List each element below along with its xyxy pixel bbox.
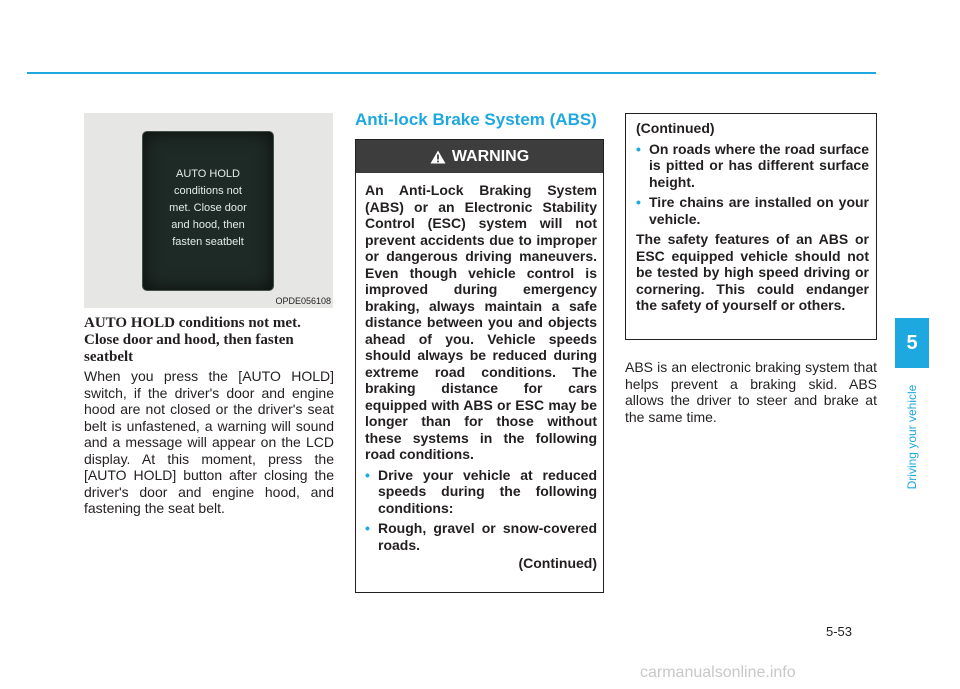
lcd-message: AUTO HOLD conditions not met. Close door and hood, then fasten seatbelt [169, 168, 247, 248]
bullet-dot-icon: • [636, 140, 641, 157]
page-number: 5-53 [826, 624, 853, 639]
warning-bullet [636, 194, 869, 227]
warning-bullet [365, 467, 597, 517]
abs-description: ABS is an electronic braking system that helps prevent a braking skid. ABS allows the driver to steer and brake at the same time. [625, 359, 877, 425]
warning-continued-content [636, 120, 869, 314]
warning-text: An Anti-Lock Braking System (ABS) or an Electronic Stability Control (ESC) system will not prevent accidents due to improper or dangerous driving maneuvers. Even though vehicle control is improved during emergency braking, always maintain a safe distance between you and objects ahead of you. Vehicle speeds should always be reduced during extreme road conditions. The braking distance for cars equipped with ABS or ESC may be longer than for those without these systems in the following road conditions. [365, 182, 597, 462]
warning-closing-text: The safety features of an ABS or ESC equipped vehicle should not be tested by high speed driving or cornering. This could endanger the safety of yourself or others. [636, 231, 869, 313]
warning-box [355, 139, 604, 593]
warning-label: WARNING [451, 147, 530, 165]
auto-hold-heading: AUTO HOLD conditions not met. Close door and hood, then fasten seatbelt [84, 315, 301, 365]
section-title: Anti-lock Brake System (ABS) [355, 110, 597, 129]
continued-label: (Continued) [518, 555, 597, 571]
chapter-number: 5 [906, 331, 918, 354]
warning-bullet [636, 141, 869, 191]
lcd-display-illustration [142, 131, 274, 291]
warning-bullet-text: Rough, gravel or snow-covered roads. [378, 520, 597, 553]
warning-triangle-icon [430, 150, 446, 164]
warning-bullet-text: Tire chains are installed on your vehicle. [649, 194, 869, 227]
chapter-title: Driving your vehicle [905, 384, 919, 490]
warning-bullet-text: Drive your vehicle at reduced speeds during the following conditions: [378, 466, 597, 516]
warning-content [365, 182, 597, 572]
figure-code: OPDE056108 [275, 296, 331, 306]
watermark: carmanualsonline.info [640, 664, 796, 681]
bullet-dot-icon: • [365, 466, 370, 483]
chapter-tab [895, 318, 929, 368]
continued-heading: (Continued) [636, 120, 715, 136]
header-rule [27, 72, 876, 74]
warning-bullet-text: On roads where the road surface is pitted or has different surface height. [649, 140, 869, 190]
warning-continued-box [625, 113, 877, 340]
warning-bullet [365, 520, 597, 553]
auto-hold-body: When you press the [AUTO HOLD] switch, if the driver's door and engine hood are not closed or the driver's seat belt is unfastened, a warning will sound and a message will appear on the LCD display. At this moment, press the [AUTO HOLD] button after closing the driver's door and engine hood, and fastening the seat belt. [84, 368, 334, 516]
bullet-dot-icon: • [636, 194, 641, 210]
warning-header [356, 140, 603, 173]
bullet-dot-icon: • [365, 520, 370, 536]
lcd-figure [84, 113, 333, 308]
